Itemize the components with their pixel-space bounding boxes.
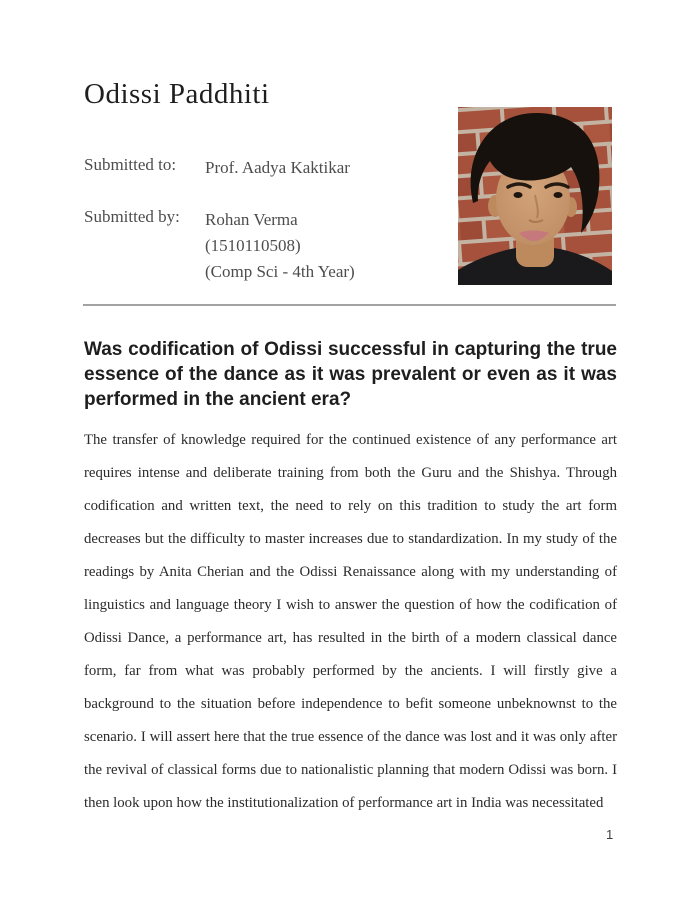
portrait-photo <box>458 107 612 285</box>
submitted-by-course: (Comp Sci - 4th Year) <box>205 262 355 281</box>
submitted-by-label: Submitted by: <box>84 207 180 226</box>
horizontal-divider <box>83 304 616 306</box>
submitted-to-value: Prof. Aadya Kaktikar <box>205 158 350 177</box>
submitted-to-row <box>84 155 454 181</box>
submitted-by-roll: (1510110508) <box>205 236 301 255</box>
submitted-by-row <box>84 207 454 285</box>
document-title: Odissi Paddhiti <box>84 78 270 110</box>
page-number: 1 <box>606 827 614 842</box>
portrait-photo-graphic <box>458 107 612 285</box>
submitted-by-name: Rohan Verma <box>205 210 298 229</box>
submitted-by-details <box>205 207 355 285</box>
body-paragraph: The transfer of knowledge required for the continued existence of any performance art requires intense and deliberate training from both the Guru and the Shishya. Through codification and written text, the need to rely on this tradition to study the art form decreases but the difficulty to master increases due to standardization. In my study of the readings by Anita Cherian and the Odissi Renaissance along with my understanding of linguistics and language theory I wish to answer the question of how the codification of Odissi Dance, a performance art, has resulted in the birth of a modern classical dance form, far from what was probably performed by the ancients. I will firstly give a background to the situation before independence to befit someone unbeknownst to the scenario. I will assert here that the true essence of the dance was lost and it was only after the revival of classical forms due to nationalistic planning that modern Odissi was born. I then look upon how the institutionalization of performance art in India was necessitated <box>84 432 617 811</box>
question-heading: Was codification of Odissi successful in capturing the true essence of the dance as it was prevalent or even as it was performed in the ancient era? <box>84 339 617 410</box>
submitted-to-label: Submitted to: <box>84 155 177 174</box>
